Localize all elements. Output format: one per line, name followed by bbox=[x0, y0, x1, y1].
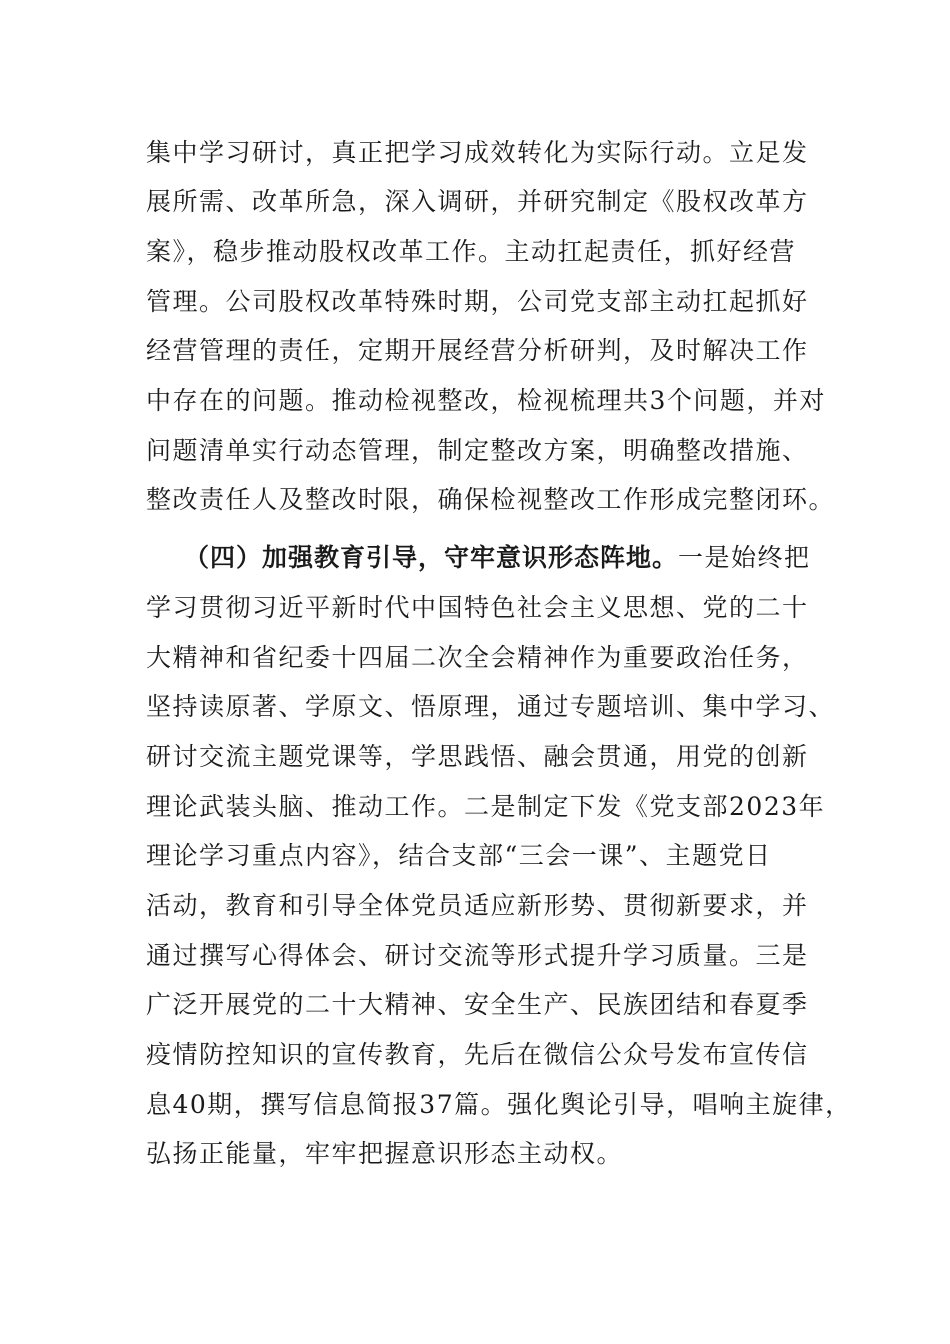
paragraph-line: 广泛开展党的二十大精神、安全生产、民族团结和春夏季 bbox=[146, 990, 809, 1019]
paragraph-line: 活动，教育和引导全体党员适应新形势、贯彻新要求，并 bbox=[146, 891, 809, 920]
paragraph-line: 弘扬正能量，牢牢把握意识形态主动权。 bbox=[146, 1139, 624, 1168]
paragraph-line: 通过撰写心得体会、研讨交流等形式提升学习质量。三是 bbox=[146, 941, 809, 970]
paragraph-line: 问题清单实行动态管理，制定整改方案，明确整改措施、 bbox=[146, 436, 809, 465]
paragraph-line: 学习贯彻习近平新时代中国特色社会主义思想、党的二十 bbox=[146, 593, 809, 622]
paragraph-line: 坚持读原著、学原文、悟原理，通过专题培训、集中学习、 bbox=[146, 692, 836, 721]
paragraph-line: 管理。公司股权改革特殊时期，公司党支部主动扛起抓好 bbox=[146, 287, 809, 316]
paragraph-line: 理论学习重点内容》，结合支部“三会一课”、主题党日 bbox=[146, 841, 772, 870]
section-first-line bbox=[184, 543, 811, 573]
paragraph-line: 大精神和省纪委十四届二次全会精神作为重要政治任务， bbox=[146, 643, 809, 672]
paragraph-line: 息40期，撰写信息简报37篇。强化舆论引导，唱响主旋律， bbox=[146, 1090, 852, 1119]
paragraph-line: 研讨交流主题党课等，学思践悟、融会贯通，用党的创新 bbox=[146, 742, 809, 771]
paragraph-line: 经营管理的责任，定期开展经营分析研判，及时解决工作 bbox=[146, 336, 809, 365]
section-heading: （四）加强教育引导，守牢意识形态阵地。 bbox=[184, 543, 679, 572]
paragraph-line: 集中学习研讨，真正把学习成效转化为实际行动。立足发 bbox=[146, 138, 809, 167]
paragraph-line: 疫情防控知识的宣传教育，先后在微信公众号发布宣传信 bbox=[146, 1040, 809, 1069]
paragraph-line: 中存在的问题。推动检视整改，检视梳理共3个问题，并对 bbox=[146, 386, 826, 415]
paragraph-line: 整改责任人及整改时限，确保检视整改工作形成完整闭环。 bbox=[146, 485, 836, 514]
section-first-line-text: 一是始终把 bbox=[678, 543, 811, 572]
paragraph-line: 展所需、改革所急，深入调研，并研究制定《股权改革方 bbox=[146, 187, 809, 216]
paragraph-line: 理论武装头脑、推动工作。二是制定下发《党支部2023年 bbox=[146, 792, 826, 821]
paragraph-line: 案》，稳步推动股权改革工作。主动扛起责任，抓好经营 bbox=[146, 237, 797, 266]
